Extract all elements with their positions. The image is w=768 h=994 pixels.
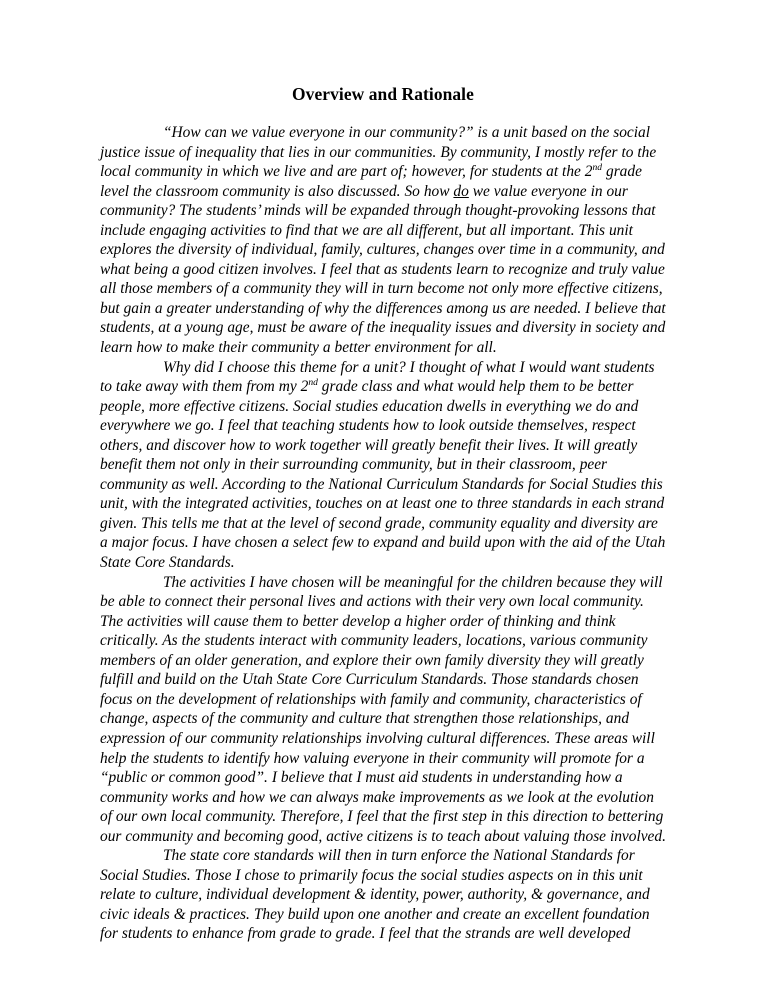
text-run: The activities I have chosen will be meaningful for the children because they will be able to connect their personal lives and actions with their very own local community. The activities will cause them to better develop a higher order of thinking and think critically. As the students interact with community leaders, locations, various community members of an older generation, and explore their own family diversity they will greatly fulfill and build on the Utah State Core Curriculum Standards. Those standards chosen focus on the development of relationships with family and community, characteristics of change, aspects of the community and culture that strengthen those relationships, and expression of our community relationships involving cultural differences. These areas will help the students to identify how valuing everyone in their community will promote for a “public or common good”. I believe that I must aid students in understanding how a community works and how we can always make improvements as we look at the evolution of our own local community. Therefore, I feel that the first step in this direction to bettering our community and becoming good, active citizens is to teach about valuing those involved.	[100, 573, 666, 845]
text-run: “How can we value everyone in our community?” is a unit based on the social justice issue of inequality that lies in our communities. By community, I mostly refer to the local community in which we live and are part of; however, for students at the 2	[100, 124, 657, 181]
text-run: Why did I choose this theme for a unit? I thought of what I would want students to take away with them from my 2	[100, 358, 655, 396]
page-title: Overview and Rationale	[292, 84, 474, 104]
ordinal-superscript: nd	[592, 161, 603, 173]
paragraph-2	[100, 358, 666, 573]
document-body	[100, 84, 666, 944]
ordinal-superscript: nd	[308, 376, 318, 388]
text-run: we value everyone in our community? The students’ minds will be expanded through thought-provoking lessons that include engaging activities to find that we are all different, but all important. This unit explores the diversity of individual, family, cultures, changes over time in a community, and what being a good citizen involves. I feel that as students learn to recognize and truly value all those members of a community they will in turn become not only more effective citizens, but gain a greater understanding of why the differences among us are needed. I believe that students, at a young age, must be aware of the inequality issues and diversity in society and learn how to make their community a better environment for all.	[100, 182, 666, 357]
paragraph-3	[100, 573, 666, 847]
text-run: grade class and what would help them to be better people, more effective citizens. Social studies education dwells in everything we do and everywhere we go. I feel that teaching students how to look outside themselves, respect others, and discover how to work together will greatly benefit their lives. It will greatly benefit them not only in their surrounding community, but in their classroom, peer community as well. According to the National Curriculum Standards for Social Studies this unit, with the integrated activities, touches on at least one to three standards in each strand given. This tells me that at the level of second grade, community equality and diversity are a major focus. I have chosen a select few to expand and build upon with the aid of the Utah State Core Standards.	[100, 378, 666, 572]
text-run: The state core standards will then in turn enforce the National Standards for Social Studies. Those I chose to primarily focus the social studies aspects on in this unit relate to culture, individual development & identity, power, authority, & governance, and civic ideals & practices. They build upon one another and create an excellent foundation for students to enhance from grade to grade. I feel that the strands are well developed	[100, 847, 650, 943]
text-run: grade level the classroom community is also discussed. So how	[100, 163, 642, 200]
emphasis-underline: do	[453, 182, 469, 200]
paragraph-1	[100, 123, 666, 358]
paragraph-4	[100, 846, 666, 944]
